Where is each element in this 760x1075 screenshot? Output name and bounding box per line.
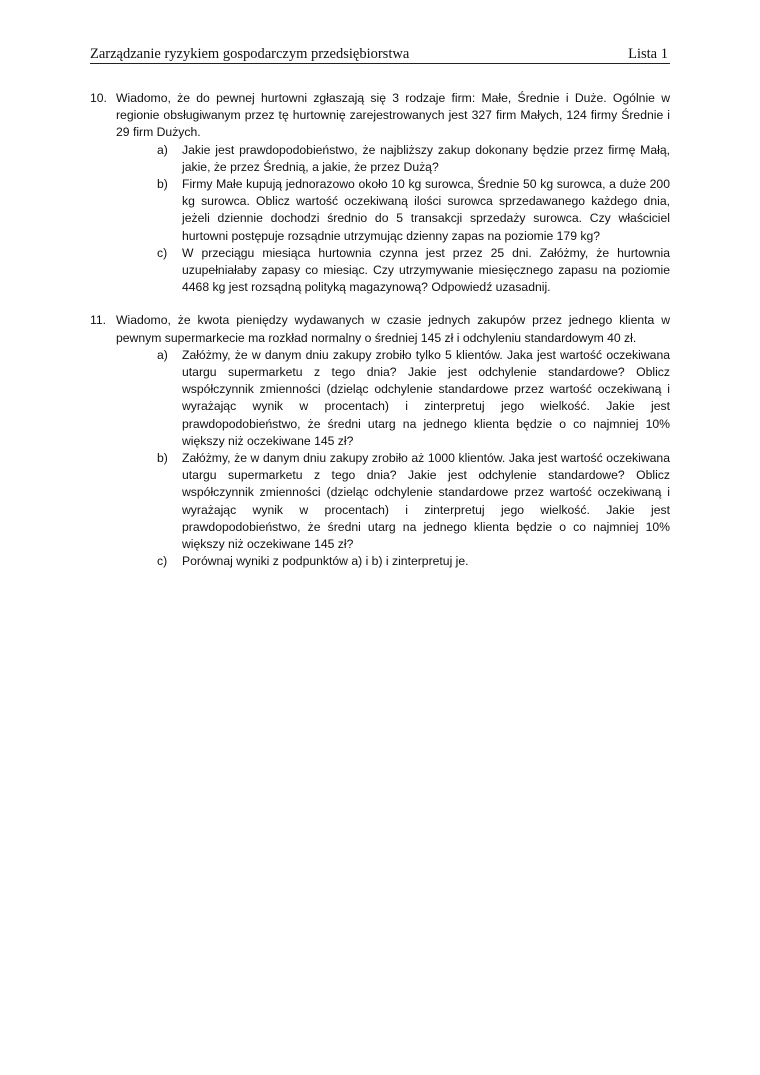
- subtask-label: a): [157, 142, 168, 157]
- subtask-label: c): [157, 554, 168, 569]
- subtask-a: [157, 142, 670, 176]
- subtask-c: [157, 553, 670, 570]
- subtask-label: b): [157, 177, 168, 192]
- document-body: [90, 90, 670, 570]
- subtask-label: a): [157, 347, 168, 362]
- task-text: Wiadomo, że kwota pieniędzy wydawanych w czasie jednych zakupów przez jednego klienta w pewnym supermarkecie ma rozkład normalny o średniej 145 zł i odchyleniu standardowym 40 zł.: [116, 313, 670, 345]
- subtask-label: b): [157, 451, 168, 466]
- subtask-list: [116, 347, 670, 571]
- subtask-c: [157, 245, 670, 297]
- subtask-text: Załóżmy, że w danym dniu zakupy zrobiło tylko 5 klientów. Jaka jest wartość oczekiwana utargu supermarketu z tego dnia? Jakie jest odchylenie standardowe? Oblicz współczynnik zmienności (dzieląc odchylenie standardowe przez wartość oczekiwaną i wyrażając wynik w procentach) i zinterpretuj jego wielkość. Jakie jest prawdopodobieństwo, że średni utarg na jednego klienta będzie o co najmniej 10% większy niż oczekiwane 145 zł?: [182, 347, 670, 448]
- task-10: [90, 90, 670, 296]
- subtask-text: W przeciągu miesiąca hurtownia czynna jest przez 25 dni. Załóżmy, że hurtownia uzupełniałaby zapasy co miesiąc. Czy utrzymywanie miesięcznego zapasu na poziomie 4468 kg jest rozsądną polityką magazynową? Odpowiedź uzasadnij.: [182, 245, 670, 295]
- task-11: [90, 312, 670, 570]
- list-number: Lista 1: [628, 46, 668, 62]
- task-number: 10.: [90, 91, 107, 105]
- subtask-label: c): [157, 245, 168, 260]
- subtask-text: Firmy Małe kupują jednorazowo około 10 kg surowca, Średnie 50 kg surowca, a duże 200 kg surowca. Oblicz wartość oczekiwaną ilości surowca sprzedawanego każdego dnia, jeżeli dziennie dochodzi średnio do 5 transakcji sprzedaży surowca. Czy właściciel hurtowni postępuje rozsądnie utrzymując dzienny zapas na poziomie 179 kg?: [182, 177, 670, 243]
- subtask-b: [157, 450, 670, 553]
- subtask-text: Porównaj wyniki z podpunktów a) i b) i zinterpretuj je.: [182, 554, 469, 569]
- page-header: [90, 45, 670, 64]
- subtask-text: Jakie jest prawdopodobieństwo, że najbliższy zakup dokonany będzie przez firmę Małą, jakie, że przez Średnią, a jakie, że przez Dużą?: [182, 142, 670, 174]
- task-number: 11.: [90, 313, 107, 328]
- subtask-b: [157, 176, 670, 245]
- document-title: Zarządzanie ryzykiem gospodarczym przedsiębiorstwa: [90, 46, 410, 62]
- subtask-a: [157, 347, 670, 450]
- subtask-text: Załóżmy, że w danym dniu zakupy zrobiło aż 1000 klientów. Jaka jest wartość oczekiwana utargu supermarketu z tego dnia? Jakie jest odchylenie standardowe? Oblicz współczynnik zmienności (dzieląc odchylenie standardowe przez wartość oczekiwaną i wyrażając wynik w procentach) i zinterpretuj jego wielkość. Jakie jest prawdopodobieństwo, że średni utarg na jednego klienta będzie o co najmniej 10% większy niż oczekiwane 145 zł?: [182, 451, 670, 552]
- task-text: Wiadomo, że do pewnej hurtowni zgłaszają się 3 rodzaje firm: Małe, Średnie i Duże. Ogólnie w regionie obsługiwanym przez tę hurtownię zarejestrowanych jest 327 firm Małych, 124 firmy Średnie i 29 firm Dużych.: [116, 91, 670, 140]
- subtask-list: [116, 142, 670, 297]
